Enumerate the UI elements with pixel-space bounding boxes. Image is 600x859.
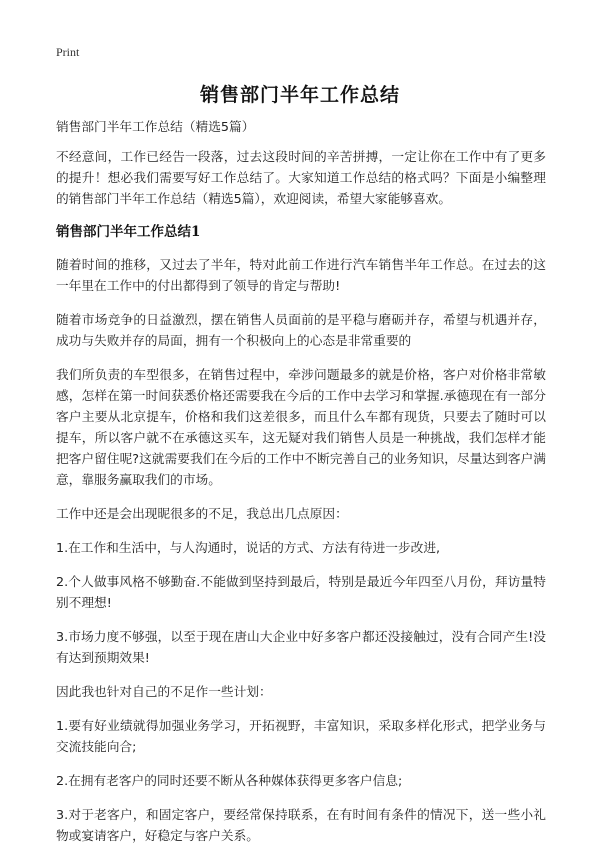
section-heading: 销售部门半年工作总结1 — [56, 224, 201, 240]
body-paragraph: 工作中还是会出现昵很多的不足，我总出几点原因： — [56, 506, 348, 521]
body-paragraph: 我们所负责的车型很多，在销售过程中，牵涉问题最多的就是价格，客户对价格非常敏感，怎样在第一时间获悉价格还需要我在今后的工作中去学习和掌握.承德现在有一部分客户主要从北京提车，价格和我们这差很多，而且什么车都有现货，只要去了随时可以提车，所以客户就不在承德这买车，这无疑对我们销售人员是一种挑战，我们怎样才能把客户留住呢?这就需要我们在今后的工作中不断完善自己的业务知识，尽量达到客户满意，靠服务赢取我们的市场。 — [56, 367, 546, 487]
body-paragraph: 随着市场竞争的日益激烈，摆在销售人员面前的是平稳与磨砺并存，希望与机遇并存，成功与失败并存的局面，拥有一个积极向上的心态是非常重要的 — [56, 312, 546, 348]
article-body — [56, 116, 546, 859]
list-item: 2.在拥有老客户的同时还要不断从各种媒体获得更多客户信息; — [56, 773, 403, 788]
list-item: 3.市场力度不够强，以至于现在唐山大企业中好多客户都还没接触过，没有合同产生!没有达到预期效果! — [56, 629, 546, 665]
page-title: 销售部门半年工作总结 — [199, 84, 400, 106]
list-item: 1.在工作和生活中，与人沟通时，说话的方式、方法有待进一步改进, — [56, 540, 441, 555]
print-link[interactable]: Print — [56, 45, 80, 59]
intro-paragraph: 不经意间，工作已经告一段落，过去这段时间的辛苦拼搏，一定让你在工作中有了更多的提升！想必我们需要写好工作总结了。大家知道工作总结的格式吗？下面是小编整理的销售部门半年工作总结（精选5篇），欢迎阅读，希望大家能够喜欢。 — [56, 149, 546, 206]
body-paragraph: 随着时间的推移，又过去了半年，特对此前工作进行汽车销售半年工作总。在过去的这一年里在工作中的付出都得到了领导的肯定与帮助! — [56, 257, 546, 293]
list-item: 1.要有好业绩就得加强业务学习，开拓视野，丰富知识，采取多样化形式，把学业务与交流技能向合; — [56, 718, 546, 754]
body-paragraph: 因此我也针对自己的不足作一些计划： — [56, 684, 272, 699]
list-item: 2.个人做事风格不够勤奋.不能做到坚持到最后，特别是最近今年四至八月份，拜访量特别不理想! — [56, 574, 546, 610]
article-subtitle: 销售部门半年工作总结（精选5篇） — [56, 119, 255, 134]
list-item: 3.对于老客户，和固定客户，要经常保持联系，在有时间有条件的情况下，送一些小礼物或宴请客户，好稳定与客户关系。 — [56, 807, 546, 843]
